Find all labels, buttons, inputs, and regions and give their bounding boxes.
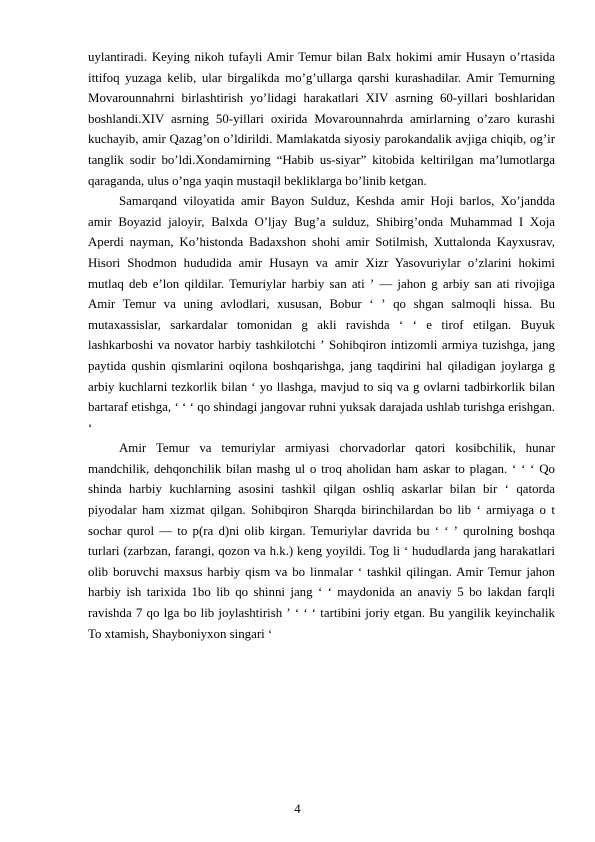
paragraph-1: uylantiradi. Keying nikoh tufayli Amir Temur bilan Balx hokimi amir Husayn o’rtasida ittifoq yuzaga kelib, ular birgalikda mo’g’ullarga qarshi kurashadilar. Amir Temurning Movarounnahrni birlashtirish yo’lidagi harakatlari XIV asrning 60-yillari boshlaridan boshlandi.XIV asrning 50-yillari oxirida Movarounnahrda amirlarning o’zaro kurashi kuchayib, amir Qazag’on o’ldirildi. Mamlakatda siyosiy parokandalik avjiga chiqib, og’ir tanglik sodir bo’ldi.Xondamirning “Habib us-siyar” kitobida keltirilgan ma’lumotlarga qaraganda, ulus o’nga yaqin mustaqil bekliklarga bo’linib ketgan. (88, 50, 555, 188)
page-number: 4 (294, 802, 301, 816)
paragraph-3: Amir Temur va temuriylar armiyasi chorvadorlar qatori kosibchilik, hunar mandchilik, dehqonchilik bilan mashg ul o troq aholidan ham askar to plagan. ʻ ʻ ʻ Qo shinda harbiy kuchlarning asosini tashkil qilgan oshliq askarlar bilan bir ʻ qatorda piyodalar ham xizmat qilgan. Sohibqiron Sharqda birinchilardan bo lib ʻ armiyaga o t sochar qurol — to p(ra d)ni olib kirgan. Temuriylar davrida bu ʻ ʻ ʼ qurolning boshqa turlari (zarbzan, farangi, qozon va h.k.) keng yoyildi. Tog li ʻ hududlarda jang harakatlari olib boruvchi maxsus harbiy qism va bo linmalar ʻ tashkil qilingan. Amir Temur jahon harbiy ish tarixida 1bo lib qo shinni jang ʻ ʻ maydonida an anaviy 5 bo lakdan farqli ravishda 7 qo lga bo lib joylashtirish ʼ ʻ ʻ ʻ tartibini joriy etgan. Bu yangilik keyinchalik To xtamish, Shayboniyxon singari ʻ (88, 441, 555, 641)
paragraph-2: Samarqand viloyatida amir Bayon Sulduz, Keshda amir Hoji barlos, Xo’jandda amir Boyazid jaloyir, Balxda O’ljay Bug’a sulduz, Shibirg’onda Muhammad I Xoja Aperdi nayman, Ko’histonda Badaxshon shohi amir Sotilmish, Xuttalonda Kayxusrav, Hisori Shodmon hududida amir Husayn va amir Xizr Yasovuriylar o’zlarini hokimi mutlaq deb e’lon qildilar. Temuriylar harbiy san ati ʼ — jahon g arbiy san ati rivojiga Amir Temur va uning avlodlari, xususan, Bobur ʻ ʼ qo shgan salmoqli hissa. Bu mutaxassislar, sarkardalar tomonidan g akli ravishda ʻ ʻ e tirof etilgan. Buyuk lashkarboshi va novator harbiy tashkilotchi ʼ Sohibqiron intizomli armiya tuzishga, jang paytida qushin qismlarini oqilona boshqarishga, jang taqdirini hal qiladigan joylarga g arbiy kuchlarni tezkorlik bilan ʻ yo llashga, mavjud to siq va g ovlarni tadbirkorlik bilan bartaraf etishga, ʻ ʻ ʻ qo shindagi jangovar ruhni yuksak darajada ushlab turishga erishgan. ʻ (88, 194, 555, 435)
body-text (88, 47, 555, 644)
